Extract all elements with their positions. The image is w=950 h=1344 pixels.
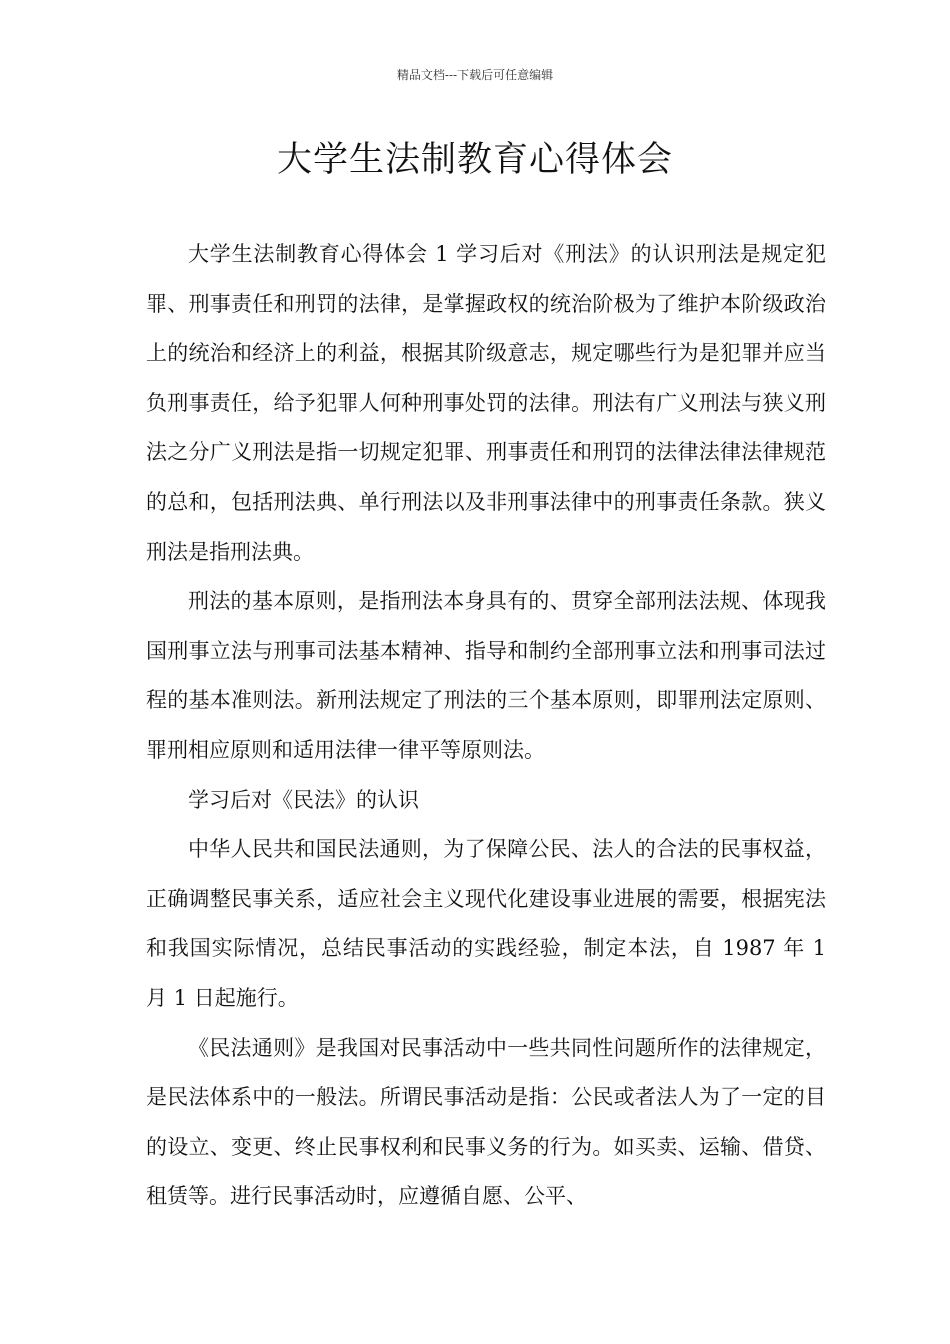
paragraph-criminal-law-intro: 大学生法制教育心得体会 1 学习后对《刑法》的认识刑法是规定犯罪、刑事责任和刑罚的法律，是掌握政权的统治阶极为了维护本阶级政治上的统治和经济上的利益，根据其阶级意志，规定哪些行为是犯罪并应当负刑事责任，给予犯罪人何种刑事处罚的法律。刑法有广义刑法与狭义刑法之分广义刑法是指一切规定犯罪、刑事责任和刑罚的法律法律法律规范的总和，包括刑法典、单行刑法以及非刑事法律中的刑事责任条款。狭义刑法是指刑法典。: [146, 242, 826, 564]
paragraph-criminal-law-principles: 刑法的基本原则，是指刑法本身具有的、贯穿全部刑法法规、体现我国刑事立法与刑事司法基本精神、指导和制约全部刑事立法和刑事司法过程的基本准则法。新刑法规定了刑法的三个基本原则，即罪刑法定原则、罪刑相应原则和适用法律一律平等原则法。: [146, 589, 826, 762]
header-note: 精品文档---下载后可任意编辑: [396, 68, 554, 82]
paragraph-civil-law-general-principles: 中华人民共和国民法通则，为了保障公民、法人的合法的民事权益，正确调整民事关系，适应社会主义现代化建设事业进展的需要，根据宪法和我国实际情况，总结民事活动的实践经验，制定本法，自 1987 年 1 月 1 日起施行。: [146, 837, 826, 1010]
document-title: 大学生法制教育心得体会: [276, 140, 673, 180]
paragraph-civil-law-heading: 学习后对《民法》的认识: [188, 787, 419, 812]
paragraph-civil-activities: 《民法通则》是我国对民事活动中一些共同性问题所作的法律规定，是民法体系中的一般法。所谓民事活动是指：公民或者法人为了一定的目的设立、变更、终止民事权利和民事义务的行为。如买卖、运输、借贷、租赁等。进行民事活动时，应遵循自愿、公平、: [146, 1035, 826, 1209]
document-body: [146, 230, 826, 1222]
